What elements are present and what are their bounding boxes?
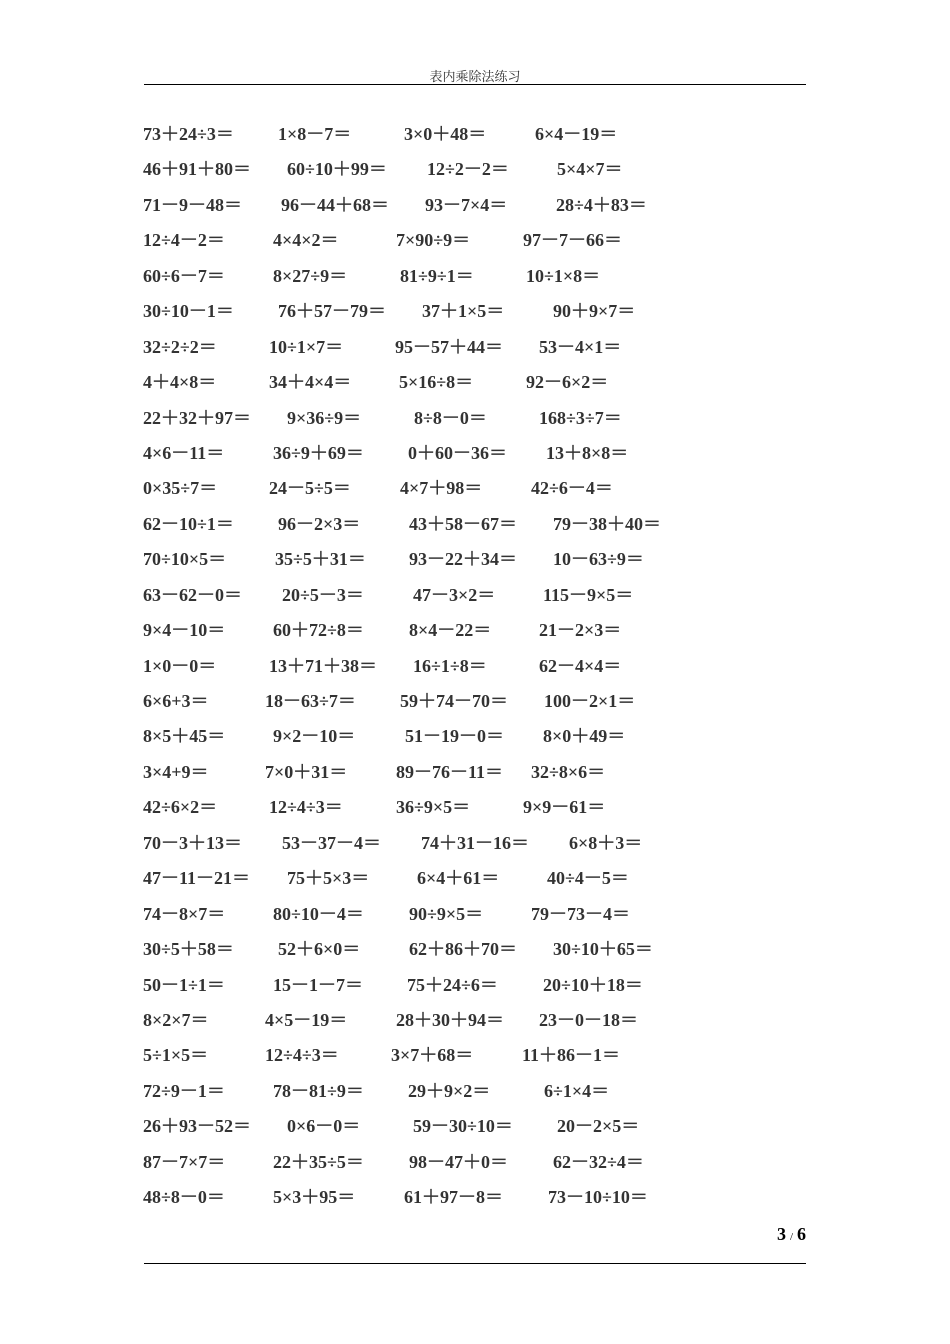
problem-item: 1×0－0＝ [143, 655, 217, 676]
problem-item: 97－7－66＝ [523, 230, 622, 251]
problem-item: 20÷5－3＝ [282, 584, 364, 605]
problem-item: 62－10÷1＝ [143, 513, 234, 534]
problem-item: 23－0－18＝ [539, 1009, 638, 1030]
problem-item: 70－3＋13＝ [143, 832, 242, 853]
problem-item: 28＋30＋94＝ [396, 1009, 504, 1030]
problem-item: 53－4×1＝ [539, 336, 622, 357]
problem-item: 4×4×2＝ [273, 230, 339, 251]
problem-item: 79－38＋40＝ [553, 513, 661, 534]
problem-item: 18－63÷7＝ [265, 691, 356, 711]
problem-item: 12÷4÷3＝ [265, 1045, 339, 1066]
page-number [777, 1224, 806, 1245]
problem-row [143, 577, 763, 612]
problem-item: 20÷10＋18＝ [543, 974, 643, 995]
problem-item: 74－8×7＝ [143, 903, 226, 924]
problem-item: 61＋97－8＝ [404, 1187, 503, 1208]
problem-item: 4＋4×8＝ [143, 372, 217, 393]
problem-item: 63－62－0＝ [143, 584, 242, 605]
problem-item: 0＋60－36＝ [408, 442, 507, 463]
problem-item: 42÷6×2＝ [143, 797, 218, 818]
problem-item: 47－11－21＝ [143, 868, 251, 889]
problem-item: 29＋9×2＝ [408, 1080, 491, 1101]
problem-item: 12÷2－2＝ [427, 159, 509, 180]
problem-item: 9×9－61＝ [523, 797, 606, 818]
problem-row [143, 400, 763, 435]
problem-row [143, 612, 763, 647]
problem-row [143, 364, 763, 399]
problem-row [143, 222, 763, 257]
problem-item: 9×36÷9＝ [287, 407, 362, 428]
problem-item: 78－81÷9＝ [273, 1080, 364, 1101]
problem-item: 52＋6×0＝ [278, 939, 361, 960]
problem-item: 62＋86＋70＝ [409, 939, 517, 960]
problem-row [143, 1179, 763, 1214]
problem-item: 15－1－7＝ [273, 974, 363, 995]
problem-item: 90÷9×5＝ [409, 903, 484, 924]
problem-row [143, 754, 763, 789]
problem-item: 36÷9×5＝ [396, 797, 471, 818]
problem-item: 47－3×2＝ [413, 584, 496, 605]
problem-item: 0×6－0＝ [287, 1116, 361, 1137]
problem-item: 93－7×4＝ [425, 194, 508, 215]
problem-item: 30÷5＋58＝ [143, 939, 234, 960]
problem-item: 4×6－11＝ [143, 442, 225, 463]
problem-row [143, 151, 763, 186]
problem-row [143, 896, 763, 931]
problem-item: 81÷9÷1＝ [400, 265, 474, 286]
problem-item: 37＋1×5＝ [422, 301, 505, 322]
page-total: 6 [797, 1224, 806, 1244]
problem-item: 36÷9＋69＝ [273, 442, 364, 463]
problem-item: 96－2×3＝ [278, 513, 361, 534]
problem-item: 8×4－22＝ [409, 620, 492, 641]
problem-item: 53－37－4＝ [282, 832, 381, 853]
problem-item: 6×6+3＝ [143, 691, 209, 711]
problem-item: 1×8－7＝ [278, 124, 352, 144]
problem-row [143, 329, 763, 364]
problem-item: 0×35÷7＝ [143, 478, 218, 499]
problem-item: 8×5＋45＝ [143, 726, 226, 747]
problem-row [143, 506, 763, 541]
problem-item: 43＋58－67＝ [409, 513, 517, 534]
problem-row [143, 789, 763, 824]
problem-item: 95－57＋44＝ [395, 336, 503, 357]
problem-item: 70÷10×5＝ [143, 549, 227, 570]
problem-item: 6×8＋3＝ [569, 832, 643, 853]
problem-item: 98－47＋0＝ [409, 1151, 508, 1172]
problem-item: 3×4+9＝ [143, 761, 209, 782]
problem-row [143, 648, 763, 683]
problem-item: 12÷4－2＝ [143, 230, 225, 251]
problem-item: 75＋24÷6＝ [407, 974, 498, 995]
problem-item: 6×4－19＝ [535, 124, 618, 144]
problem-item: 26＋93－52＝ [143, 1116, 251, 1137]
problem-item: 16÷1÷8＝ [413, 655, 487, 676]
problem-item: 48÷8－0＝ [143, 1187, 225, 1208]
problem-row [143, 293, 763, 328]
problem-item: 73－10÷10＝ [548, 1187, 648, 1208]
problem-item: 3×7＋68＝ [391, 1045, 474, 1066]
problem-item: 96－44＋68＝ [281, 194, 389, 215]
problem-item: 9×4－10＝ [143, 620, 226, 641]
problem-item: 21－2×3＝ [539, 620, 622, 641]
problem-item: 30÷10＋65＝ [553, 939, 653, 960]
header-title: 表内乘除法练习 [429, 69, 521, 84]
problem-item: 8×0＋49＝ [543, 726, 626, 747]
problem-item: 28÷4＋83＝ [556, 194, 647, 215]
problem-item: 76＋57－79＝ [278, 301, 386, 322]
problem-item: 8×27÷9＝ [273, 265, 348, 286]
problem-row [143, 1037, 763, 1072]
problem-row [143, 825, 763, 860]
problem-item: 8×2×7＝ [143, 1009, 209, 1030]
problem-item: 62－32÷4＝ [553, 1151, 644, 1172]
problem-item: 60÷10＋99＝ [287, 159, 387, 180]
problem-item: 87－7×7＝ [143, 1151, 226, 1172]
problem-item: 34＋4×4＝ [269, 372, 352, 393]
problem-item: 12÷4÷3＝ [269, 797, 343, 818]
problem-item: 90＋9×7＝ [553, 301, 636, 322]
problem-item: 74＋31－16＝ [421, 832, 529, 853]
problem-item: 8÷8－0＝ [414, 407, 487, 428]
footer-rule [144, 1263, 806, 1264]
problem-item: 59－30÷10＝ [413, 1116, 513, 1137]
problem-item: 35÷5＋31＝ [275, 549, 366, 570]
problem-item: 13＋8×8＝ [546, 442, 629, 463]
problem-item: 5×3＋95＝ [273, 1187, 356, 1208]
problem-row [143, 1002, 763, 1037]
problem-row [143, 967, 763, 1002]
problem-item: 79－73－4＝ [531, 903, 630, 924]
problem-item: 7×90÷9＝ [396, 230, 471, 251]
problem-item: 32÷8×6＝ [531, 761, 606, 782]
problem-row [143, 860, 763, 895]
problem-item: 22＋35÷5＝ [273, 1151, 364, 1172]
problem-item: 5×4×7＝ [557, 159, 623, 180]
page-slash: / [789, 1231, 793, 1243]
problem-row [143, 258, 763, 293]
problem-item: 10÷1×7＝ [269, 336, 344, 357]
problem-item: 80÷10－4＝ [273, 903, 364, 924]
problem-item: 60÷6－7＝ [143, 265, 225, 286]
problem-item: 50－1÷1＝ [143, 974, 225, 995]
problem-item: 5÷1×5＝ [143, 1045, 209, 1066]
problem-row [143, 541, 763, 576]
problem-item: 30÷10－1＝ [143, 301, 234, 322]
problem-item: 10÷1×8＝ [526, 265, 601, 286]
problem-item: 115－9×5＝ [543, 584, 634, 605]
problem-item: 9×2－10＝ [273, 726, 356, 747]
problem-item: 93－22＋34＝ [409, 549, 517, 570]
problem-item: 22＋32＋97＝ [143, 407, 251, 428]
problem-item: 10－63÷9＝ [553, 549, 644, 570]
problem-row [143, 931, 763, 966]
problem-item: 42÷6－4＝ [531, 478, 613, 499]
problem-item: 32÷2÷2＝ [143, 336, 217, 357]
problem-item: 40÷4－5＝ [547, 868, 629, 889]
problem-item: 11＋86－1＝ [522, 1045, 621, 1066]
problem-item: 62－4×4＝ [539, 655, 622, 676]
page-current: 3 [776, 1224, 786, 1244]
problem-row [143, 470, 763, 505]
problem-item: 75＋5×3＝ [287, 868, 370, 889]
problem-item: 60＋72÷8＝ [273, 620, 364, 641]
problem-item: 6×4＋61＝ [417, 868, 500, 889]
problem-item: 4×7＋98＝ [400, 478, 483, 499]
problem-item: 5×16÷8＝ [399, 372, 474, 393]
header-rule [144, 84, 806, 85]
problem-item: 100－2×1＝ [544, 691, 636, 711]
problem-item: 46＋91＋80＝ [143, 159, 251, 180]
problem-item: 71－9－48＝ [143, 194, 242, 215]
problem-row [143, 683, 763, 718]
problem-item: 72÷9－1＝ [143, 1080, 225, 1101]
problem-row [143, 718, 763, 753]
problem-item: 59＋74－70＝ [400, 691, 508, 711]
problem-row [143, 187, 763, 222]
problem-item: 7×0＋31＝ [265, 761, 348, 782]
problem-item: 168÷3÷7＝ [539, 407, 622, 428]
problem-item: 89－76－11＝ [396, 761, 504, 782]
problem-item: 92－6×2＝ [526, 372, 609, 393]
problem-list [143, 116, 763, 1215]
problem-item: 3×0＋48＝ [404, 124, 487, 144]
problem-item: 20－2×5＝ [557, 1116, 640, 1137]
problem-item: 73＋24÷3＝ [143, 124, 234, 144]
problem-row [143, 1073, 763, 1108]
problem-item: 24－5÷5＝ [269, 478, 351, 499]
problem-item: 4×5－19＝ [265, 1009, 348, 1030]
problem-row [143, 1144, 763, 1179]
problem-row [143, 116, 763, 151]
problem-item: 13＋71＋38＝ [269, 655, 377, 676]
problem-item: 51－19－0＝ [405, 726, 504, 747]
problem-row [143, 1108, 763, 1143]
problem-row [143, 435, 763, 470]
problem-item: 6÷1×4＝ [544, 1080, 610, 1101]
